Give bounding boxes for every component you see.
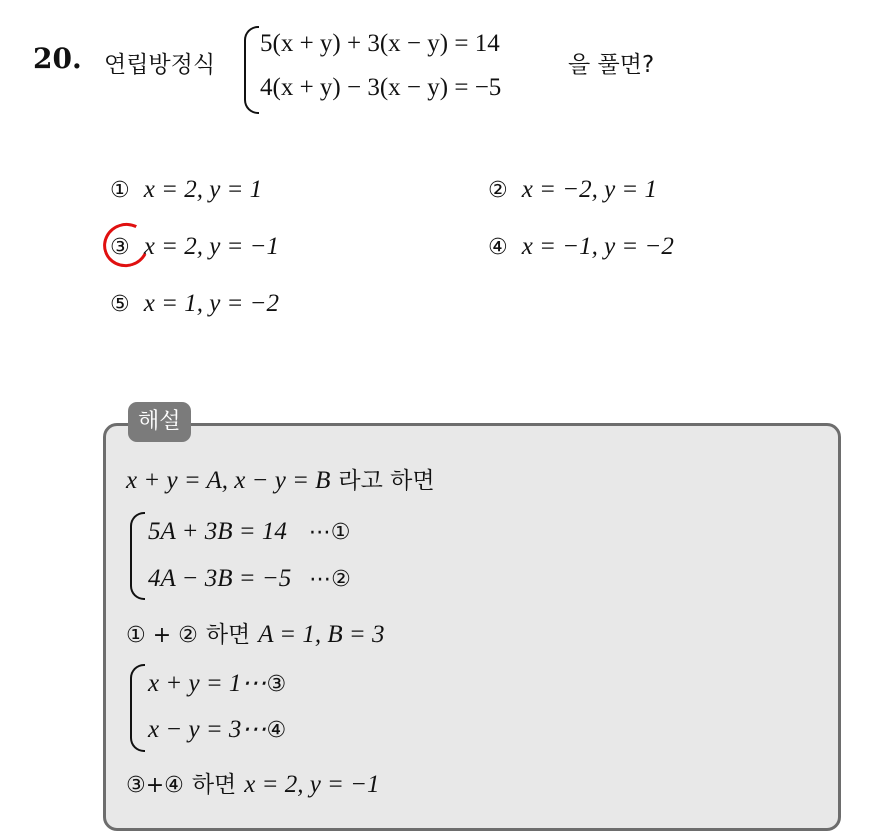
option-3-number: ③ — [110, 235, 130, 260]
substitution-text: 라고 하면 — [338, 468, 435, 494]
system-b-brace — [130, 664, 145, 752]
option-5-number: ⑤ — [110, 292, 130, 317]
system-b-eq-1-math: x + y = 1⋯ — [148, 670, 267, 697]
final-lead: ③+④ — [126, 773, 184, 798]
option-4-number: ④ — [488, 235, 508, 260]
solution-line-3 — [126, 766, 380, 799]
question-prompt: 연립방정식 — [104, 52, 216, 78]
equation-2: 4(x + y) − 3(x − y) = −5 — [260, 74, 502, 101]
option-2[interactable] — [488, 174, 657, 204]
solution-line-2 — [126, 616, 385, 649]
option-4-text: x = −1, y = −2 — [521, 233, 674, 260]
system-a-eq-2 — [148, 563, 351, 593]
sum-text: 하면 — [205, 622, 251, 648]
option-1-number: ① — [110, 178, 130, 203]
system-b-eq-1-ref: ③ — [266, 672, 287, 697]
equation-1: 5(x + y) + 3(x − y) = 14 — [260, 30, 500, 57]
system-a-eq-1-math: 5A + 3B = 14 — [148, 518, 287, 545]
system-a-eq-1 — [148, 516, 351, 546]
system-b-eq-2-math: x − y = 3⋯ — [148, 716, 267, 743]
option-2-text: x = −2, y = 1 — [521, 176, 658, 203]
option-2-number: ② — [488, 178, 508, 203]
option-5-text: x = 1, y = −2 — [143, 290, 280, 317]
system-brace — [244, 26, 259, 114]
system-a-eq-1-ref: ⋯① — [308, 520, 351, 545]
sum-lead: ① + ② — [126, 623, 198, 648]
option-1[interactable] — [110, 174, 262, 204]
system-a-eq-2-ref: ⋯② — [309, 567, 351, 592]
system-b-eq-1 — [148, 668, 286, 698]
sum-result: A = 1, B = 3 — [258, 621, 385, 648]
substitution-math: x + y = A, x − y = B — [126, 467, 331, 494]
question-number: 20. — [33, 42, 82, 75]
question-suffix: 을 풀면? — [568, 52, 655, 78]
option-3-text: x = 2, y = −1 — [143, 233, 280, 260]
solution-tag: 해설 — [128, 402, 191, 442]
system-a-eq-2-math: 4A − 3B = −5 — [148, 565, 292, 592]
system-a-brace — [130, 512, 145, 600]
option-4[interactable] — [488, 231, 674, 261]
option-1-text: x = 2, y = 1 — [143, 176, 263, 203]
system-b-eq-2-ref: ④ — [266, 718, 287, 743]
final-result: x = 2, y = −1 — [244, 771, 380, 798]
answer-circle-mark — [97, 217, 154, 273]
option-5[interactable] — [110, 288, 279, 318]
system-b-eq-2 — [148, 714, 286, 744]
final-text: 하면 — [191, 772, 237, 798]
solution-line-1 — [126, 462, 435, 495]
